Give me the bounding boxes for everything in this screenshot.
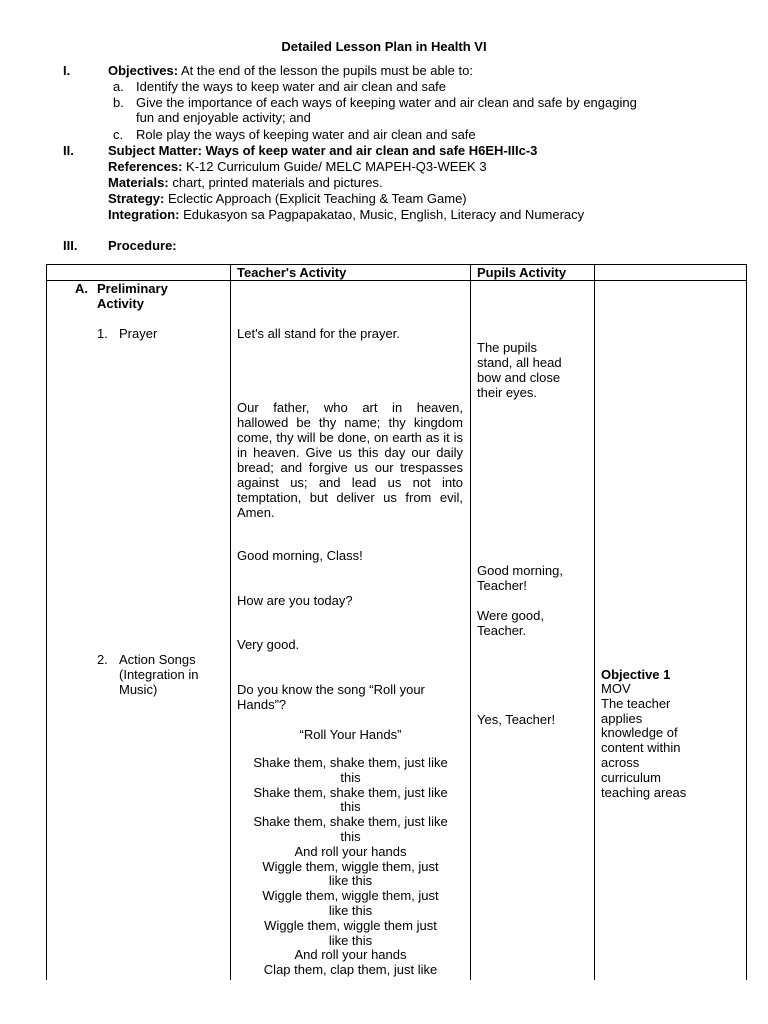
- step-2-marker: 2.: [97, 652, 108, 667]
- teacher-song-question-line-1: Do you know the song “Roll your: [237, 682, 425, 697]
- pupils-stand-line-1: The pupils: [477, 340, 537, 355]
- strategy-line: [108, 191, 467, 206]
- materials-value: chart, printed materials and pictures.: [168, 175, 383, 190]
- objectives-intro: At the end of the lesson the pupils must be able to:: [178, 63, 473, 78]
- procedure-numeral: III.: [63, 238, 78, 253]
- teacher-how-are-you: How are you today?: [237, 593, 353, 608]
- document-title: Detailed Lesson Plan in Health VI: [281, 39, 487, 54]
- pupils-greeting-line-1: Good morning,: [477, 563, 563, 578]
- remarks-line: applies: [601, 710, 643, 726]
- strategy-label: Strategy:: [108, 191, 165, 206]
- teacher-very-good: Very good.: [237, 637, 300, 652]
- section-a-line-2: Activity: [97, 296, 144, 311]
- objective-c-line: Role play the ways of keeping water and air clean and safe: [136, 127, 476, 142]
- subject-matter-value: Ways of keep water and air clean and safe H6EH-IIIc-3: [201, 143, 538, 158]
- objectives-numeral: I.: [63, 63, 71, 78]
- objective-marker-b: b.: [113, 95, 124, 110]
- song-line: Shake them, shake them, just like: [253, 814, 448, 830]
- remarks-objective-title: Objective 1: [601, 667, 671, 682]
- header-pupils-activity: Pupils Activity: [477, 265, 567, 280]
- step-2-line-1: Action Songs: [119, 652, 196, 667]
- references-value: K-12 Curriculum Guide/ MELC MAPEH-Q3-WEEK 3: [182, 159, 487, 174]
- pupils-stand-line-2: stand, all head: [477, 355, 562, 370]
- song-line: Wiggle them, wiggle them, just: [262, 888, 439, 904]
- strategy-value: Eclectic Approach (Explicit Teaching & Team Game): [164, 191, 467, 206]
- teacher-stand-prompt: Let's all stand for the prayer.: [237, 326, 400, 341]
- objectives-heading: [108, 63, 473, 78]
- song-line: Clap them, clap them, just like: [263, 962, 438, 978]
- table-top-border: [46, 264, 747, 265]
- song-line: this: [340, 828, 361, 844]
- objective-a-line: Identify the ways to keep water and air clean and safe: [136, 79, 447, 94]
- integration-label: Integration:: [108, 207, 180, 222]
- pupils-response-line-1: Were good,: [477, 608, 544, 623]
- remarks-line: MOV: [601, 681, 631, 696]
- integration-line: [108, 207, 584, 222]
- objectives-label: Objectives:: [108, 63, 179, 78]
- pupils-greeting-line-2: Teacher!: [477, 578, 527, 593]
- references-label: References:: [108, 159, 183, 174]
- objective-b-line-2: fun and enjoyable activity; and: [136, 110, 311, 125]
- song-line: Wiggle them, wiggle them just: [264, 917, 437, 933]
- song-line: this: [340, 799, 361, 815]
- pupils-stand-line-3: bow and close: [477, 370, 561, 385]
- objective-marker-c: c.: [113, 127, 124, 142]
- subject-matter-label: Subject Matter:: [108, 143, 202, 158]
- table-col-border-1: [46, 264, 47, 980]
- remarks-line: curriculum: [601, 769, 661, 785]
- remarks-line: The teacher: [601, 695, 671, 711]
- teacher-prayer-text: Our father, who art in heaven, hallowed be thy name; thy kingdom come, thy will be done, on earth as it is in heaven. Give us this day our daily bread; and forgive us our trespasses against us; and lead us not into temptation, but deliver us from evil, Amen.: [237, 400, 463, 520]
- header-teachers-activity: Teacher's Activity: [237, 265, 347, 280]
- song-line: this: [340, 769, 361, 785]
- step-1-label: Prayer: [119, 326, 158, 341]
- step-1-marker: 1.: [97, 326, 108, 341]
- integration-value: Edukasyon sa Pagpapakatao, Music, English, Literacy and Numeracy: [179, 207, 585, 222]
- materials-line: [108, 175, 383, 190]
- song-line: Shake them, shake them, just like: [253, 755, 448, 770]
- procedure-heading: Procedure:: [108, 238, 177, 253]
- song-line: like this: [328, 902, 373, 918]
- remarks-line: knowledge of: [601, 725, 678, 741]
- objective-b-line-1: Give the importance of each ways of keeping water and air clean and safe by engaging: [136, 95, 637, 110]
- song-line: And roll your hands: [294, 947, 407, 963]
- table-col-border-5: [746, 264, 747, 980]
- song-lyrics: [231, 756, 470, 978]
- subject-matter-numeral: II.: [63, 143, 74, 158]
- remarks-mov-text: [601, 682, 686, 800]
- objective-marker-a: a.: [113, 79, 124, 94]
- section-a-line-1: Preliminary: [97, 281, 168, 296]
- subject-matter-heading: [108, 143, 537, 158]
- references-line: [108, 159, 487, 174]
- teacher-greeting: Good morning, Class!: [237, 548, 363, 563]
- pupils-yes-teacher: Yes, Teacher!: [477, 712, 556, 727]
- remarks-line: content within: [601, 740, 681, 756]
- song-line: like this: [328, 873, 373, 889]
- song-line: Wiggle them, wiggle them, just: [262, 858, 439, 874]
- step-2-line-2: (Integration in: [119, 667, 199, 682]
- song-line: And roll your hands: [294, 843, 407, 859]
- table-col-border-3: [470, 264, 471, 980]
- song-title: “Roll Your Hands”: [299, 727, 402, 742]
- step-2-line-3: Music): [119, 682, 158, 697]
- table-col-border-4: [594, 264, 595, 980]
- song-line: Shake them, shake them, just like: [253, 784, 448, 800]
- section-a-marker: A.: [75, 281, 88, 296]
- remarks-line: teaching areas: [601, 784, 687, 800]
- pupils-stand-line-4: their eyes.: [477, 385, 537, 400]
- song-line: like this: [328, 932, 373, 948]
- remarks-line: across: [601, 754, 640, 770]
- teacher-song-question-line-2: Hands”?: [237, 697, 287, 712]
- pupils-response-line-2: Teacher.: [477, 623, 527, 638]
- materials-label: Materials:: [108, 175, 169, 190]
